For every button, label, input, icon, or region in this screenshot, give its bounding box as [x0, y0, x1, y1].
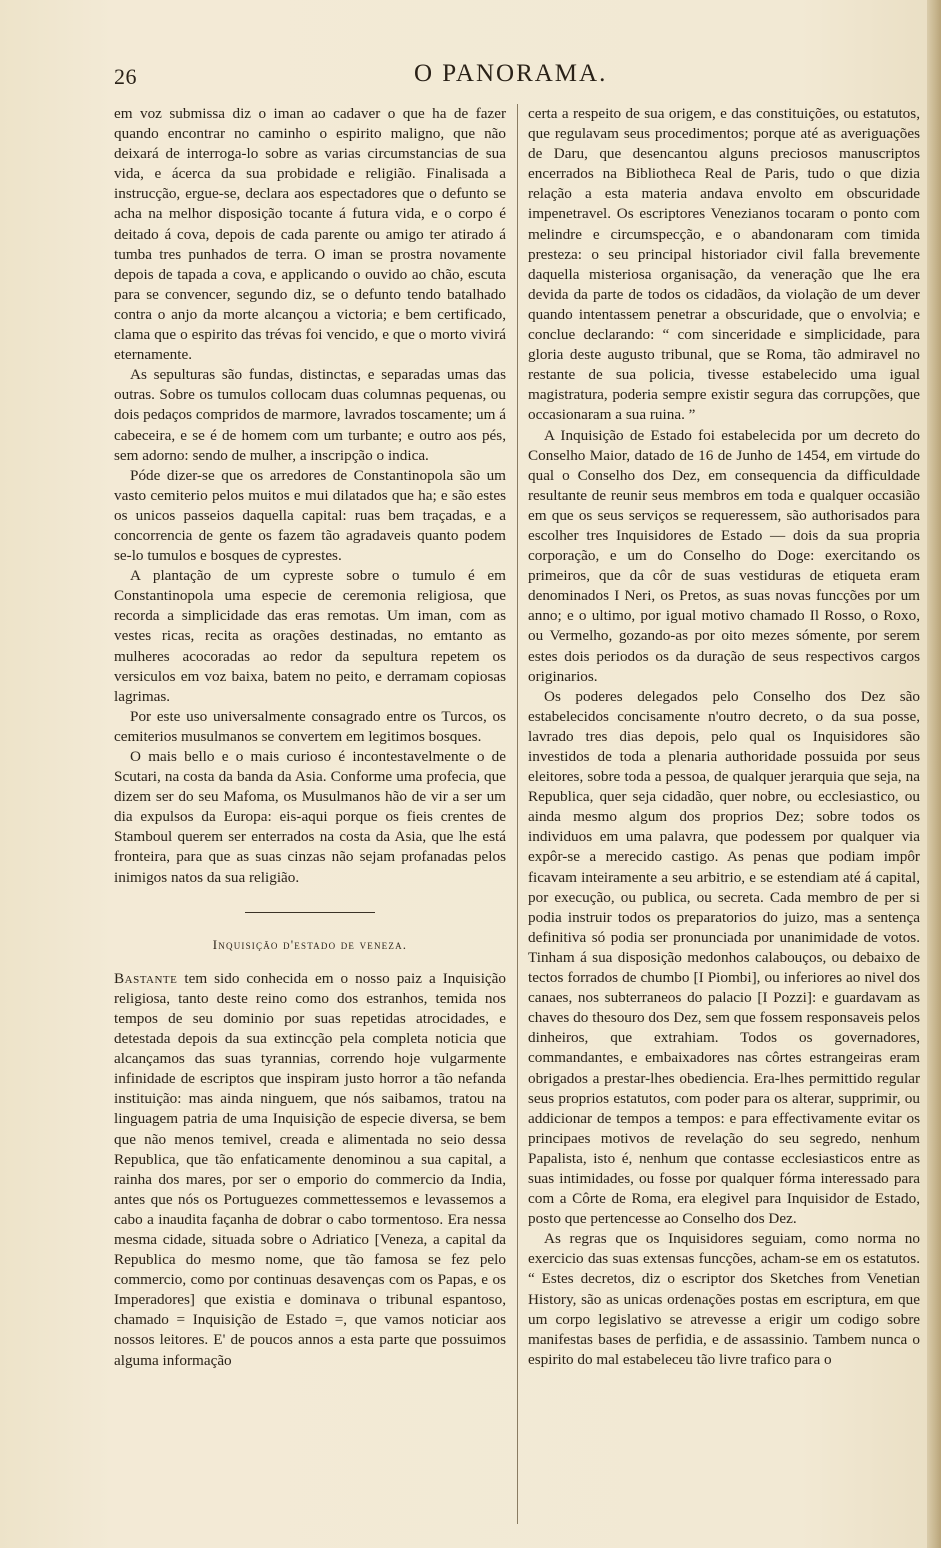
paragraph: A plantação de um cypreste sobre o tumulo é em Constantinopola uma especie de ceremonia religiosa, que recorda a simplicidade das eras remotas. Um iman, com as vestes ricas, recita as orações destinadas, no emtanto as mulheres acocoradas ao redor da sepultura repetem os versiculos em voz baixa, batem no peito, e derramam copiosas lagrimas.: [114, 567, 506, 705]
paragraph: Os poderes delegados pelo Conselho dos Dez são estabelecidos concisamente n'outro decreto, o da sua posse, lavrado tres dias depois, pelo qual os Inquisidores são investidos de toda a plenaria authoridade possuida por seus eleitores, sobre toda a pessoa, de qualquer jerarquia que seja, na Republica, quer seja cidadão, quer nobre, ou ecclesiastico, ou ainda mesmo algum dos proprios Dez; sobre todos os individuos em uma palavra, que podessem por qualquer via expôr-se a merecido castigo. As penas que podiam impôr ficavam inteiramente a seu arbitrio, e se estendiam até á capital, por execução, ou publica, ou secreta. Cada membro de per si podia instruir todos os preparatorios do juizo, mas a sentença definitiva só podia ser pronunciada por unanimidade de votos. Tinham á sua disposição medonhos calabouços, ou debaixo de tectos forrados de chumbo [I Piombi], ou inferiores ao nivel dos canaes, nos subterraneos do palacio [I Pozzi]: e guardavam as chaves do thesouro dos Dez, sem que fossem responsaveis pelos dinheiros, que extrahiam. Todos os governadores, commandantes, e embaixadores nas côrtes estrangeiras eram obrigados a prestar-lhes obediencia. Era-lhes permittido regular seus proprios estatutos, com poder para os alterar, supprimir, ou addicionar de tempos a tempos: e para effectivamente evitar os principaes motivos de revelação do seu segredo, nenhum Papalista, isto é, nenhum que contasse ecclesiasticos entre as suas intimidades, ou fosse por qualquer fórma interessado para com a Côrte de Roma, era elegivel para Inquisidor de Estado, posto que pertencesse ao Conselho dos Dez.: [528, 687, 920, 1228]
paragraph-lead-word: Bastante: [114, 969, 178, 987]
page-header: [114, 60, 926, 100]
paragraph: em voz submissa diz o iman ao cadaver o que ha de fazer quando encontrar no caminho o espirito maligno, que não deixará de interroga-lo sobre as varias circumstancias de sua vida, e ácerca da sua probidade e religião. Finalisada a instrucção, ergue-se, declara aos espectadores que o defunto se acha na melhor disposição tocante á futura vida, e o corpo é deitado á cova, depois de cada parente ou amigo ter atirado á tumba tres punhados de terra. O iman se prostra novamente depois de tapada a cova, e applicando o ouvido ao chão, escuta para se convencer, segundo diz, se o defunto tendo batalhado contra o anjo da morte alcançou a victoria; e bem certificado, clama que o espirito das trévas foi vencido, e que o morto vivirá eternamente.: [114, 105, 506, 364]
paragraph: As sepulturas são fundas, distinctas, e separadas umas das outras. Sobre os tumulos collocam duas columnas pequenas, ou dois pedaços compridos de marmore, lavrados toscamente; um á cabeceira, e se é de homem com um turbante; e outro aos pés, sem adorno: sendo de mulher, a inscripção o indica.: [114, 366, 506, 464]
right-column: [528, 104, 920, 1370]
paragraph: Póde dizer-se que os arredores de Constantinopola são um vasto cemiterio pelos muitos e mui dilatados que ha; e são estes os unicos passeios daquella capital: ruas bem traçadas, e a concorrencia de gente os fazem tão agradaveis quanto podem se-lo tumulos e bosques de cyprestes.: [114, 466, 506, 565]
text-columns: [114, 104, 926, 1524]
paragraph: As regras que os Inquisidores seguiam, como norma no exercicio das suas extensas funcções, acham-se em os estatutos. “ Estes decretos, diz o escriptor dos Sketches from Venetian History, são as unicas ordenações postas em escriptura, em que um corpo legislativo se atrevesse a erigir um codigo sobre manifestas bases de perfidia, e de assassinio. Tambem nunca o espirito do mal estabeleceu tão livre trafico para o: [528, 1230, 920, 1368]
paragraph: certa a respeito de sua origem, e das constituições, ou estatutos, que regulavam seus procedimentos; porque até as averiguações de Daru, que desencantou alguns preciosos manuscriptos encerrados na Bibliotheca Real de Paris, tudo o que dizia relação a esta materia andava envolto em obscuridade impenetravel. Os escriptores Venezianos tocaram o ponto com melindre e circumspecção, e o abandonaram com timida presteza: o seu principal historiador civil falla brevemente daquella misteriosa organisação, da veneração que lhe era devida da parte de todos os cidadãos, da violação de um dever quando intentassem penetrar a obscuridade, que o envolvia; e conclue declarando: “ com sinceridade e simplicidade, para gloria deste augusto tribunal, que se Roma, tão admiravel no restante de sua policia, tivesse estabelecido uma igual magistratura, poderia sempre existir segura das corrupções, que occasionaram a sua ruina. ”: [528, 105, 920, 424]
section-title: Inquisição d'estado de veneza.: [212, 936, 408, 952]
paragraph: O mais bello e o mais curioso é incontestavelmente o de Scutari, na costa da banda da Asia. Conforme uma profecia, que dizem ser do seu Mafoma, os Musulmanos hão de vir a ser um dia expulsos da Europa: eis-aqui porque os fieis crentes de Stamboul querem ser enterrados na costa da Asia, que lhe está fronteira, para que as suas cinzas não sejam profanadas pelos inimigos natos da sua religião.: [114, 748, 506, 886]
column-rule: [517, 104, 518, 1524]
paragraph-body: tem sido conhecida em o nosso paiz a Inquisição religiosa, tanto deste reino como dos estranhos, temida nos tempos de seu dominio por suas repetidas atrocidades, e detestada depois da sua extincção pela completa noticia que alcançamos das suas tyrannias, correndo hoje vulgarmente infinidade de escriptos que inspiram justo horror a tão nefanda instituição: mas ainda ninguem, que nós saibamos, tratou na linguagem patria de uma Inquisição de especie diversa, se bem que não menos temivel, creada e alimentada no seio dessa Republica, que tão enfaticamente denominou a sua capital, a rainha dos mares, por ser o emporio do commercio da India, antes que nós os Portuguezes commettessemos e levassemos a cabo a inaudita façanha de dobrar o cabo tormentoso. Era nessa mesma cidade, situada sobre o Adriatico [Veneza, a capital da Republica do mesmo nome, que tão famosa se fez pelo commercio, como por continuas desavenças com os Papas, e os Imperadores] que existia e dominava o tribunal espantoso, chamado = Inquisição de Estado =, que vamos noticiar aos nossos leitores. E' de poucos annos a esta parte que possuimos alguma informação: [114, 969, 506, 1369]
paragraph: [114, 969, 506, 1371]
paragraph: Por este uso universalmente consagrado entre os Turcos, os cemiterios musulmanos se convertem em legitimos bosques.: [114, 707, 506, 745]
paragraph: A Inquisição de Estado foi estabelecida por um decreto do Conselho Maior, datado de 16 de Junho de 1454, em virtude do qual o Conselho dos Dez, em consequencia da difficuldade resultante de reunir seus membros em toda e qualquer occasião em que os seus serviços se requeressem, são authorisados para escolher tres Inquisidores de Estado — dois da sua propria corporação, e um do Conselho do Doge: exercitando os primeiros, que da côr de suas vestiduras de etiqueta eram denominados I Neri, os Pretos, as suas novas funcções por um anno; e o ultimo, por igual motivo chamado Il Rosso, o Roxo, ou Vermelho, gozando-as por oito mezes sómente, por serem estes dois periodos os da duração de seus respectivos cargos originarios.: [528, 426, 920, 685]
running-title: O PANORAMA.: [414, 60, 608, 87]
section-divider: [245, 912, 375, 913]
page-number: 26: [114, 64, 137, 89]
page-edge: [927, 0, 941, 1548]
left-column: [114, 104, 506, 1371]
